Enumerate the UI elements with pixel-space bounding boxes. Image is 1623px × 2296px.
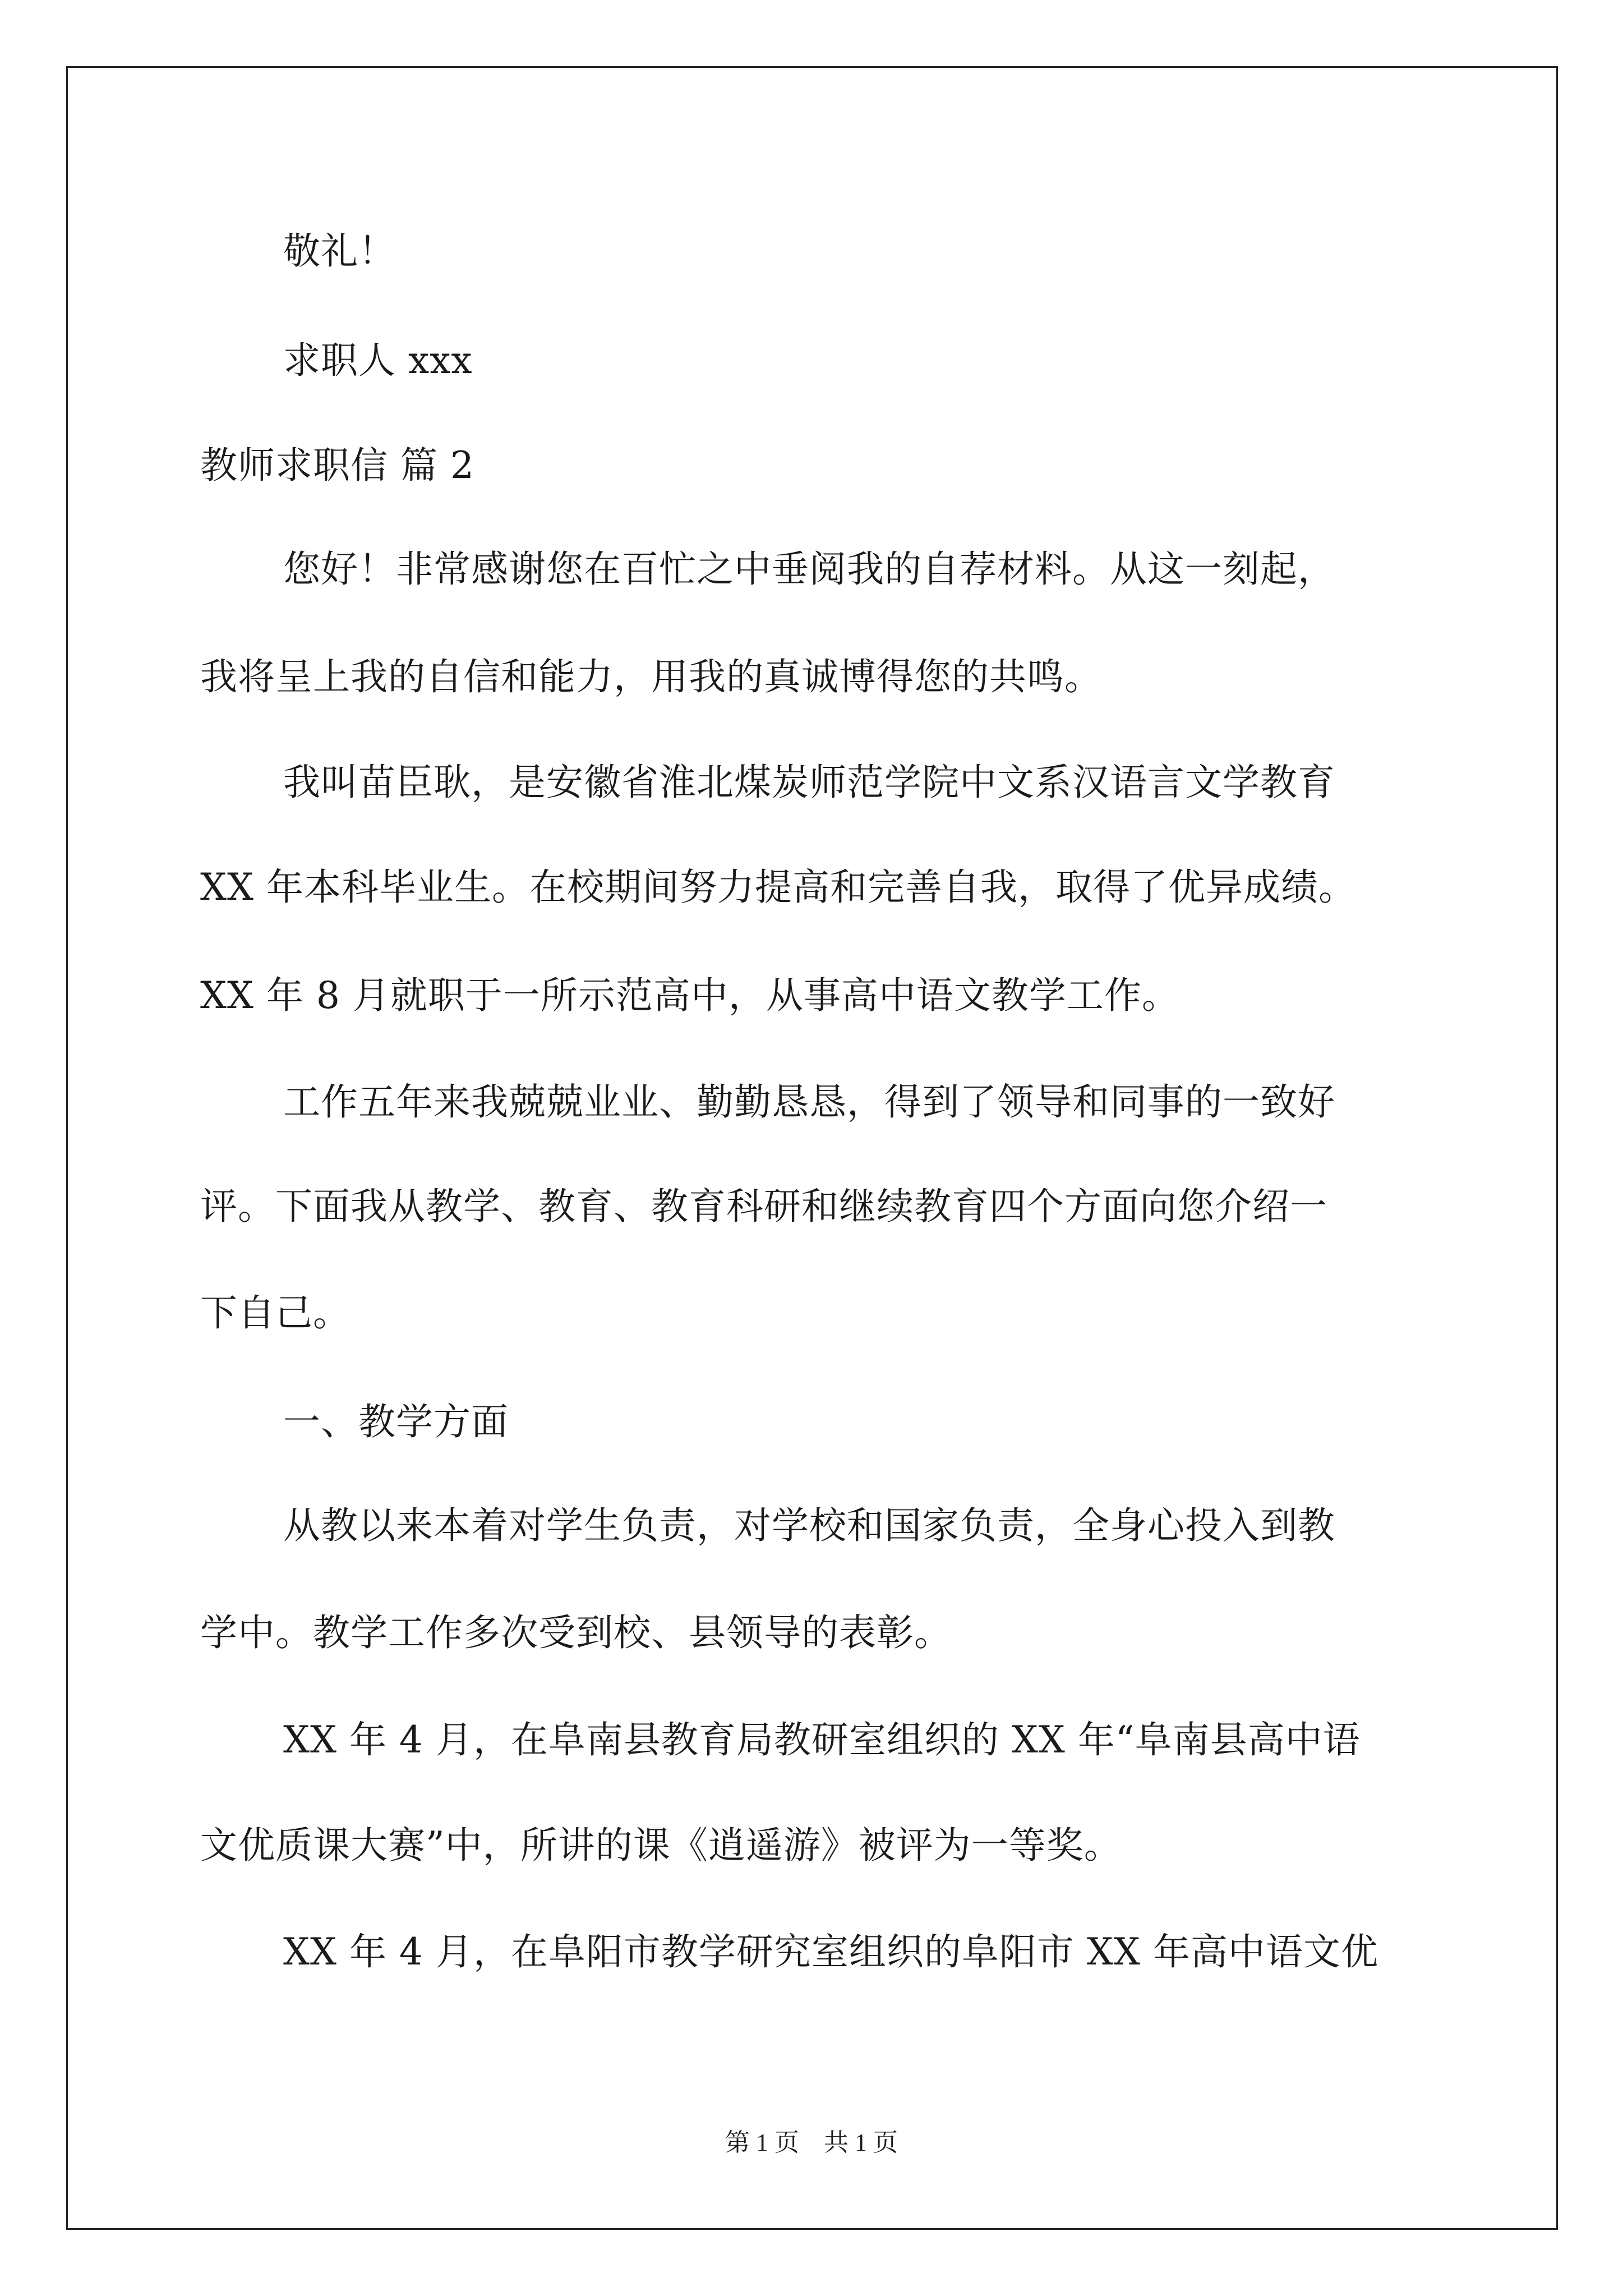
paragraph-line: XX 年 8 月就职于一所示范高中，从事高中语文教学工作。 (200, 974, 1179, 1017)
paragraph-line: 工作五年来我兢兢业业、勤勤恳恳，得到了领导和同事的一致好 (283, 1080, 1335, 1124)
section-title: 教师求职信 篇 2 (200, 444, 474, 487)
page-footer: 第 1 页 共 1 页 (725, 2129, 898, 2156)
paragraph-line: 评。下面我从教学、教育、教育科研和继续教育四个方面向您介绍一 (200, 1185, 1327, 1228)
paragraph-line: 您好！非常感谢您在百忙之中垂阅我的自荐材料。从这一刻起， (283, 547, 1335, 591)
signature-line: 求职人 xxx (283, 339, 473, 382)
paragraph-line: 文优质课大赛”中，所讲的课《逍遥游》被评为一等奖。 (200, 1824, 1122, 1867)
paragraph-line: 从教以来本着对学生负责，对学校和国家负责，全身心投入到教 (283, 1504, 1335, 1547)
paragraph-line: 我叫苗臣耿，是安徽省淮北煤炭师范学院中文系汉语言文学教育 (283, 761, 1335, 804)
paragraph-line: XX 年 4 月，在阜阳市教学研究室组织的阜阳市 XX 年高中语文优 (283, 1930, 1378, 1973)
paragraph-line: 学中。教学工作多次受到校、县领导的表彰。 (200, 1611, 952, 1654)
paragraph-line: XX 年本科毕业生。在校期间努力提高和完善自我，取得了优异成绩。 (200, 866, 1356, 909)
page-border (66, 66, 1558, 2230)
paragraph-line: 我将呈上我的自信和能力，用我的真诚博得您的共鸣。 (200, 655, 1102, 698)
paragraph-line: XX 年 4 月，在阜南县教育局教研室组织的 XX 年“阜南县高中语 (283, 1718, 1361, 1761)
subsection-heading: 一、教学方面 (283, 1400, 509, 1443)
closing-line: 敬礼！ (283, 229, 396, 273)
paragraph-line: 下自己。 (200, 1291, 351, 1335)
